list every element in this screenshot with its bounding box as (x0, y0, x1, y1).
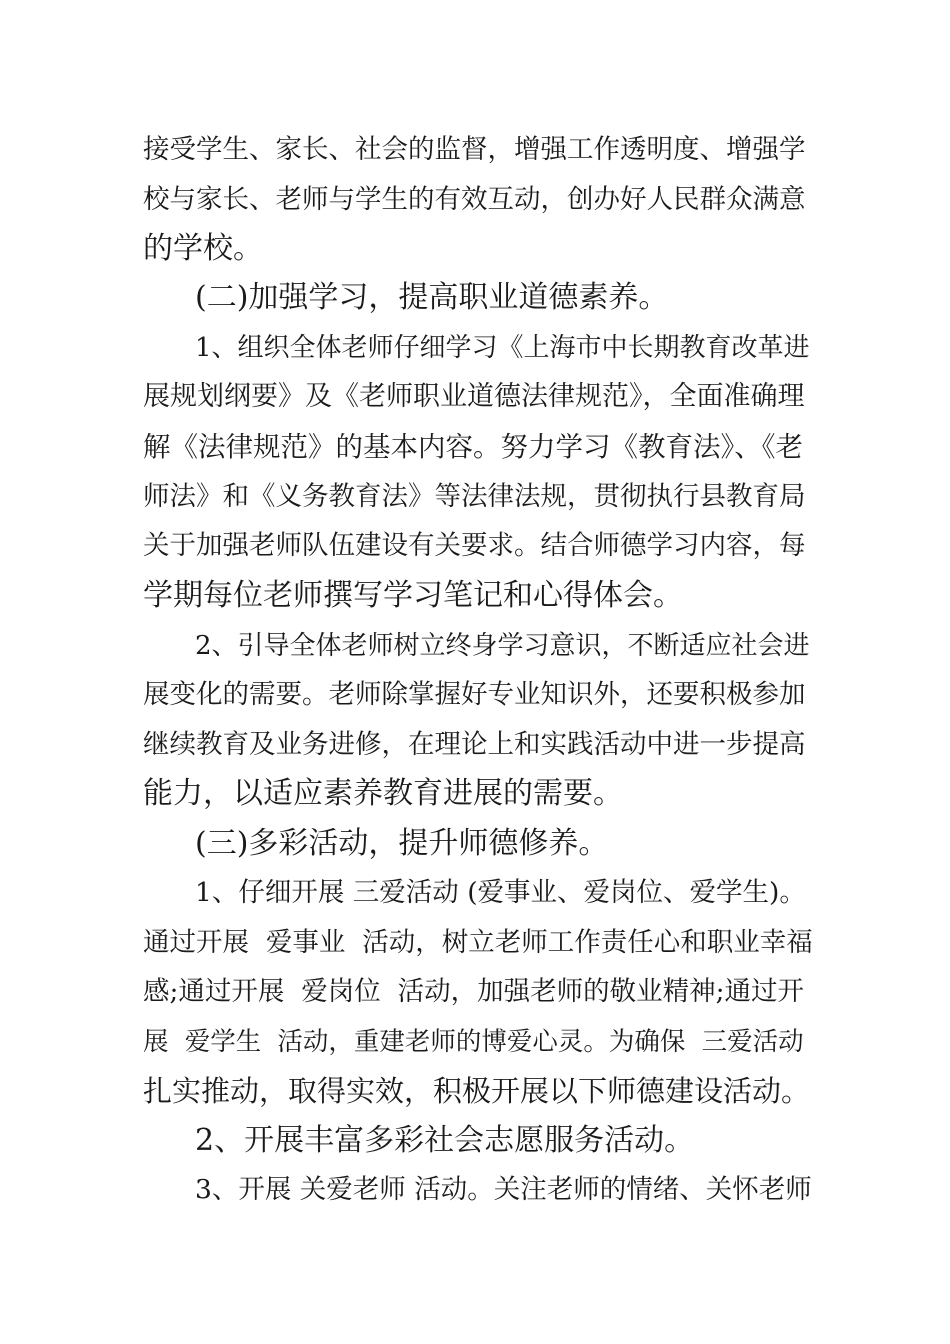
paragraph-line: 接受学生、家长、社会的监督，增强工作透明度、增强学 (143, 134, 806, 165)
paragraph-line: 的学校。 (143, 231, 263, 266)
paragraph-line: 展规划纲要》及《老师职业道德法律规范》，全面准确理 (143, 381, 805, 412)
section-heading: (三)多彩活动，提升师德修养。 (195, 826, 609, 861)
paragraph-line: 学期每位老师撰写学习笔记和心得体会。 (143, 578, 683, 613)
paragraph-line: 感;通过开展 爱岗位 活动，加强老师的敬业精神;通过开 (143, 976, 805, 1007)
paragraph-line: 3、开展 关爱老师 活动。关注老师的情绪、关怀老师 (195, 1174, 812, 1205)
paragraph-line: 关于加强老师队伍建设有关要求。结合师德学习内容，每 (143, 530, 806, 561)
paragraph-line: 展 爱学生 活动，重建老师的博爱心灵。为确保 三爱活动 (143, 1027, 804, 1057)
paragraph-line: 师法》和《义务教育法》等法律法规，贯彻执行县教育局 (143, 481, 806, 512)
paragraph-line: 继续教育及业务进修，在理论上和实践活动中进一步提高 (143, 729, 806, 760)
paragraph-line: 校与家长、老师与学生的有效互动，创办好人民群众满意 (143, 184, 806, 215)
paragraph-line: 能力，以适应素养教育进展的需要。 (143, 776, 623, 811)
paragraph-line: 扎实推动，取得实效，积极开展以下师德建设活动。 (143, 1074, 811, 1108)
paragraph-line: 展变化的需要。老师除掌握好专业知识外，还要积极参加 (143, 679, 806, 710)
paragraph-line: 1、组织全体老师仔细学习《上海市中长期教育改革进 (195, 333, 810, 363)
paragraph-line: 1、仔细开展 三爱活动 (爱事业、爱岗位、爱学生)。 (195, 877, 806, 908)
section-heading: (二)加强学习，提高职业道德素养。 (195, 280, 669, 315)
paragraph-line: 2、开展丰富多彩社会志愿服务活动。 (195, 1123, 695, 1158)
paragraph-line: 通过开展 爱事业 活动，树立老师工作责任心和职业幸福 (143, 927, 813, 958)
paragraph-line: 解《法律规范》的基本内容。努力学习《教育法》、《老 (143, 431, 803, 463)
paragraph-line: 2、引导全体老师树立终身学习意识，不断适应社会进 (195, 631, 810, 661)
